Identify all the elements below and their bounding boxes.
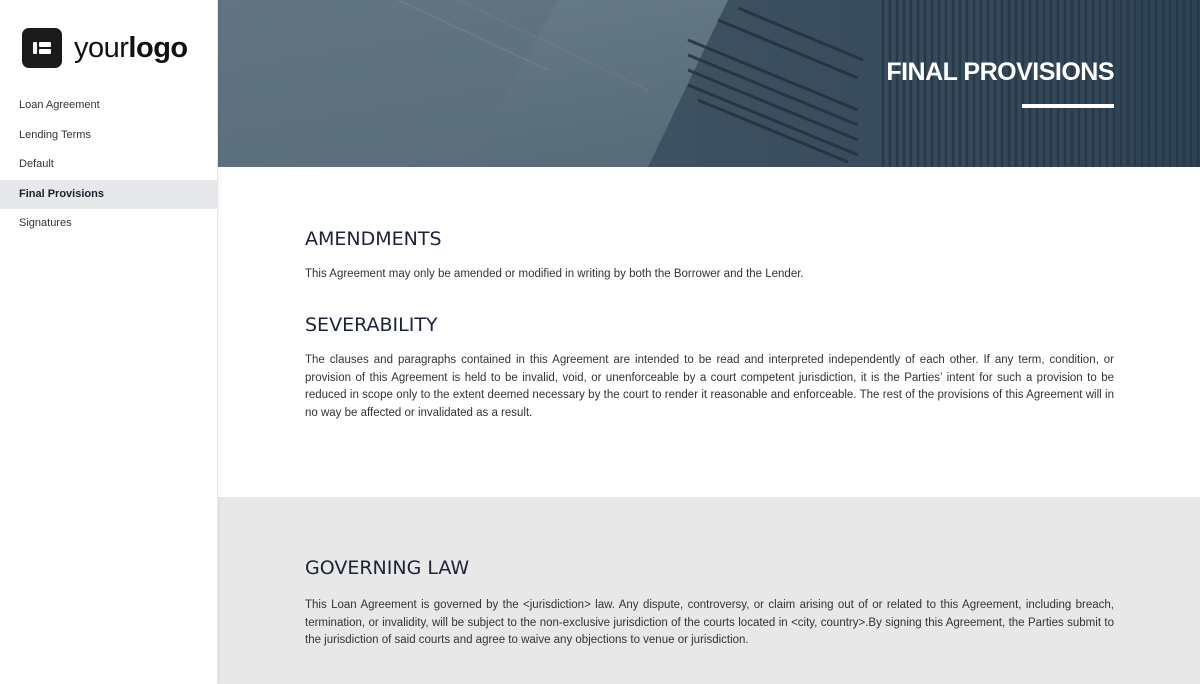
sidebar-item-final-provisions[interactable]: Final Provisions [0,180,218,210]
logo-text-bold: logo [128,31,188,64]
title-underline [1022,104,1114,108]
logo[interactable] [22,28,188,68]
logo-text [74,32,188,65]
sidebar-item-lending-terms[interactable]: Lending Terms [19,128,91,141]
section-gray [218,497,1200,684]
governing-law-body: This Loan Agreement is governed by the <jurisdiction> law. Any dispute, controversy, or claim arising out of or related to this Agreement, including breach, termination, or invalidity, will be subject to the non-exclusive jurisdiction of the courts located in <city, country>.By signing this Agreement, the Parties submit to the jurisdiction of said courts and agree to waive any objections to venue or jurisdiction. [305,599,1114,646]
logo-mark-icon [22,28,62,68]
sidebar [0,0,218,684]
hero-banner [218,0,1200,167]
sidebar-item-default[interactable]: Default [19,158,54,170]
amendments-body: This Agreement may only be amended or modified in writing by both the Borrower and the Lender. [305,268,804,280]
sidebar-nav [0,91,218,239]
logo-text-regular: your [74,31,129,64]
sidebar-item-signatures[interactable]: Signatures [19,217,72,229]
page-title: FINAL PROVISIONS [886,58,1114,86]
sidebar-item-loan-agreement[interactable]: Loan Agreement [19,99,100,111]
governing-law-heading: GOVERNING LAW [305,557,470,579]
severability-body: The clauses and paragraphs contained in this Agreement are intended to be read and interpreted independently of each other. If any term, condition, or provision of this Agreement is held to be invalid, void, or unenforceable by a court competent jurisdiction, it is the Parties’ intent for such a provision to be reduced in scope only to the extent deemed necessary by the court to render it reasonable and enforceable. The rest of the provisions of this Agreement will in no way be affected or invalidated as a result. [305,354,1114,419]
severability-heading: SEVERABILITY [305,314,438,336]
amendments-heading: AMENDMENTS [305,228,442,250]
